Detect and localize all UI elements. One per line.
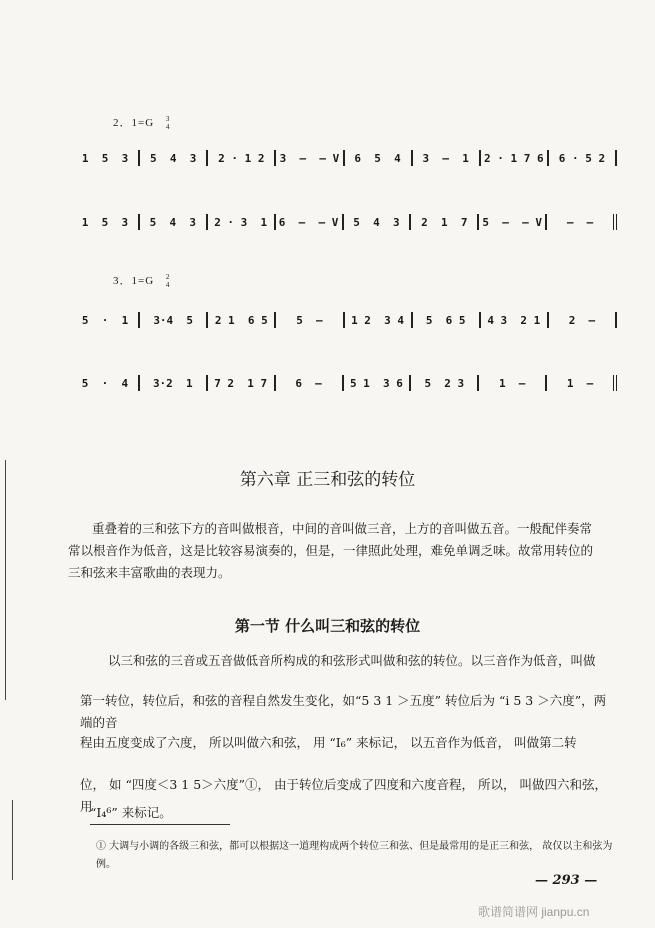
measure: 5 6 5 — [413, 312, 481, 328]
body-line: 程由五度变成了六度， 所以叫做六和弦， 用 “I₆” 来标记， 以五音作为低音， 叫做第二转 — [80, 735, 577, 750]
measure: 1 2 3 4 — [345, 312, 413, 328]
measure: 5 — — [276, 312, 344, 328]
measure: 1 5 3 — [72, 150, 140, 166]
measure: 5 1 3 6 — [344, 375, 412, 391]
measure: 5 4 3 — [140, 150, 208, 166]
measure: 3·2 1 — [140, 375, 208, 391]
measure: 1 5 3 — [72, 214, 140, 230]
measure: 7 2 1 7 — [208, 375, 276, 391]
intro-paragraph: 重叠着的三和弦下方的音叫做根音，中间的音叫做三音，上方的音叫做五音。一般配伴奏常常以根音作为低音，这是比较容易演奏的，但是，一律照此处理，难免单调乏味。故常用转位的三和弦来丰富歌曲的表现力。 — [68, 521, 594, 580]
measure: 5 — — V — [479, 214, 547, 230]
measure: 6 5 4 — [345, 150, 413, 166]
measure: 2 — — [549, 312, 617, 328]
measure: 5 · 1 — [72, 312, 140, 328]
example-2-header: 2．1=G 3 4 — [113, 115, 171, 132]
footnote: ① 大调与小调的各级三和弦，都可以根据这一道理构成两个转位三和弦、但是最常用的是正三和弦， 故仅以主和弦为例。 — [96, 841, 613, 870]
measure: 3 — 1 — [413, 150, 481, 166]
measure: 1 — — [479, 375, 547, 391]
notation-line — [72, 312, 617, 328]
footnote-rule — [90, 824, 230, 825]
measure: 2 · 1 2 — [208, 150, 276, 166]
measure: 3·4 5 — [140, 312, 208, 328]
section-title: 第一节 什么叫三和弦的转位 — [234, 617, 421, 635]
body-line: 以三和弦的三音或五音做低音所构成的和弦形式叫做和弦的转位。以三音作为低音，叫做 — [108, 653, 596, 668]
measure: 6 — — [276, 375, 344, 391]
body-line: “I₄⁶” 来标记。 — [90, 805, 172, 820]
notation-line — [72, 150, 617, 166]
measure: 1 — — [547, 375, 617, 391]
watermark: 歌谱简谱网 jianpu.cn — [478, 905, 590, 919]
measure: 3 — — V — [276, 150, 344, 166]
measure: 2 1 7 — [411, 214, 479, 230]
measure: 5 2 3 — [411, 375, 479, 391]
measure: 5 · 4 — [72, 375, 140, 391]
page-number: — 293 — — [535, 873, 598, 888]
measure: 5 4 3 — [344, 214, 412, 230]
scan-margin-line — [5, 460, 6, 700]
scan-margin-line — [12, 800, 13, 880]
measure: 2 · 1 7 6 — [481, 150, 549, 166]
measure: 2 1 6 5 — [208, 312, 276, 328]
body-line: 第一转位，转位后，和弦的音程自然发生变化，如“5 3 1 ＞五度” 转位后为 “i 5 3 ＞六度”，两端的音 — [80, 693, 607, 730]
chapter-title: 第六章 正三和弦的转位 — [239, 470, 416, 490]
notation-line — [72, 214, 617, 230]
notation-line — [72, 375, 617, 391]
measure: — — — [547, 214, 617, 230]
measure: 2 · 3 1 — [208, 214, 276, 230]
example-3-header: 3．1=G 2 4 — [113, 273, 171, 290]
measure: 6 — — V — [276, 214, 344, 230]
measure: 6 · 5 2 — [549, 150, 617, 166]
body-line: 位， 如 “四度＜3 1 5＞六度”①， 由于转位后变成了四度和六度音程， 所以， 叫做四六和弦， 用 — [80, 777, 607, 814]
measure: 4 3 2 1 — [481, 312, 549, 328]
measure: 5 4 3 — [140, 214, 208, 230]
